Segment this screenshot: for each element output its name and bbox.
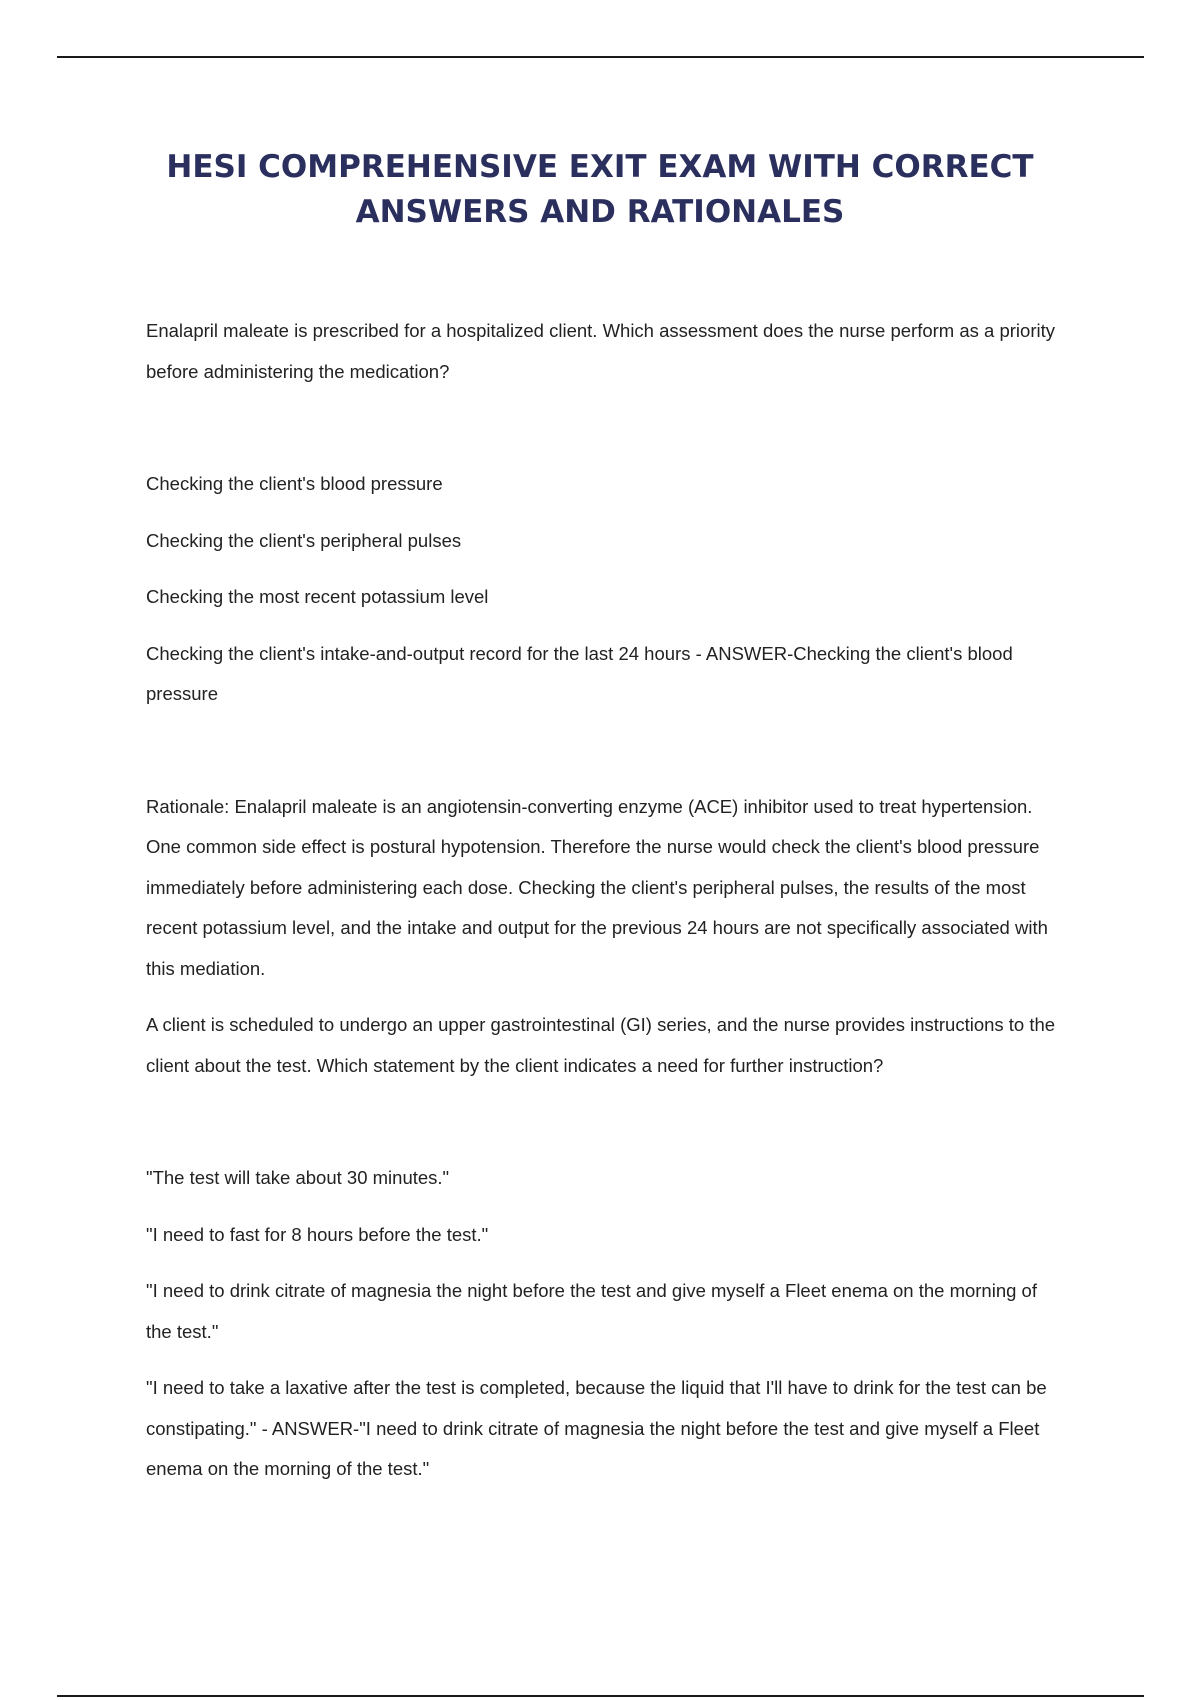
title-line-2: ANSWERS AND RATIONALES xyxy=(355,194,845,230)
document-body xyxy=(146,311,1066,1490)
question-1-option-1: Checking the client's blood pressure xyxy=(146,473,443,494)
question-2-option-2: "I need to fast for 8 hours before the test." xyxy=(146,1223,489,1245)
question-2-option-3: "I need to drink citrate of magnesia the night before the test and give myself a Fleet enema on the morning of the test." xyxy=(146,1280,1037,1342)
question-1-option-4-answer: Checking the client's intake-and-output record for the last 24 hours - ANSWER-Checking the client's blood pressure xyxy=(146,642,1013,704)
question-2-option-1: "The test will take about 30 minutes." xyxy=(146,1167,450,1188)
question-1-option-3: Checking the most recent potassium level xyxy=(146,586,489,607)
question-1-rationale: Rationale: Enalapril maleate is an angiotensin-converting enzyme (ACE) inhibitor used to treat hypertension. One common side effect is postural hypotension. Therefore the nurse would check the client's blood pressure immediately before administering each dose. Checking the client's peripheral pulses, the results of the most recent potassium level, and the intake and output for the previous 24 hours are not specifically associated with this mediation. xyxy=(146,795,1048,979)
question-1-option-2: Checking the client's peripheral pulses xyxy=(146,529,462,551)
document-title xyxy=(100,145,1100,235)
bottom-divider xyxy=(57,1695,1144,1697)
question-2-option-4-answer: "I need to take a laxative after the test is completed, because the liquid that I'll have to drink for the test can be constipating." - ANSWER-"I need to drink citrate of magnesia the night before the test and give myself a Fleet enema on the morning of the test." xyxy=(146,1377,1047,1479)
top-divider xyxy=(57,56,1144,58)
title-line-1: HESI COMPREHENSIVE EXIT EXAM WITH CORRECT xyxy=(166,149,1034,185)
question-1-text: Enalapril maleate is prescribed for a hospitalized client. Which assessment does the nurse perform as a priority before administering the medication? xyxy=(146,320,1055,382)
question-2-text: A client is scheduled to undergo an upper gastrointestinal (GI) series, and the nurse provides instructions to the client about the test. Which statement by the client indicates a need for further instruction? xyxy=(146,1014,1056,1076)
